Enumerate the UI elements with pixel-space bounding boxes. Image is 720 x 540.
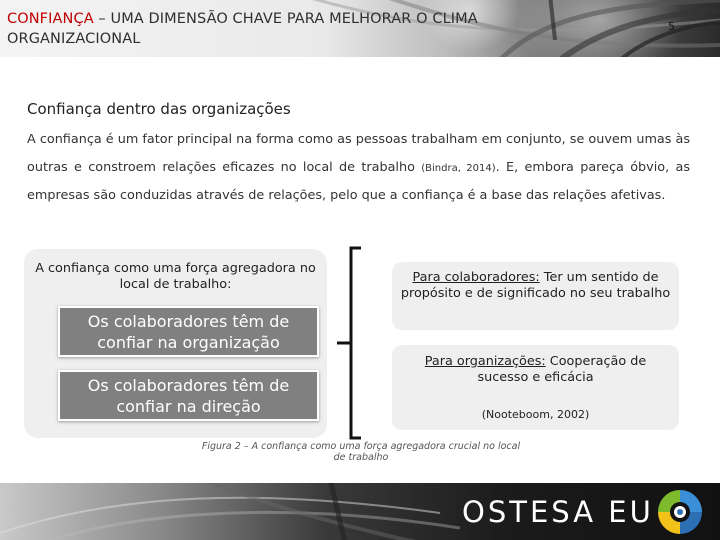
footer-banner [0, 483, 720, 540]
paragraph-part-2: . E, embora pareça óbvio, as empresas são conduzidas através de relações, pelo que a confiança é a base das relações afetivas. [27, 159, 690, 203]
figure-caption: Figura 2 – A confiança como uma força agregadora crucial no local de trabalho [201, 441, 521, 463]
organizations-citation: (Nooteboom, 2002) [481, 408, 590, 421]
left-panel [24, 249, 327, 438]
left-panel-heading: A confiança como uma força agregadora no local de trabalho: [35, 261, 316, 292]
title-accent: CONFIANÇA [7, 11, 94, 27]
header-banner [0, 0, 720, 57]
employees-text: Ter um sentido de propósito e de significado no seu trabalho [400, 270, 671, 301]
trust-organization-box: Os colaboradores têm de confiar na organização [58, 306, 319, 357]
trust-management-box: Os colaboradores têm de confiar na direção [58, 370, 319, 421]
employees-box [392, 262, 679, 330]
ostesa-logo-icon [654, 486, 706, 538]
bracket-connector [335, 243, 365, 443]
organizations-box [392, 345, 679, 430]
organizations-text: Cooperação de sucesso e eficácia [477, 354, 647, 385]
paragraph-part-1: A confiança é um fator principal na forma como as pessoas trabalham em conjunto, se ouvem umas às outras e constroem relações eficazes no local de trabalho [27, 132, 690, 175]
slide-title [7, 9, 567, 49]
paragraph-citation: (Bindra, 2014) [421, 162, 496, 174]
organizations-label: Para organizações: [424, 354, 546, 369]
title-rest: – UMA DIMENSÃO CHAVE PARA MELHORAR O CLIMA ORGANIZACIONAL [7, 11, 478, 47]
brand-name: OSTESA EU [462, 495, 654, 529]
section-subtitle: Confiança dentro das organizações [27, 100, 291, 118]
body-paragraph [27, 126, 690, 210]
page-number: 5 [668, 20, 675, 33]
employees-label: Para colaboradores: [412, 270, 540, 285]
